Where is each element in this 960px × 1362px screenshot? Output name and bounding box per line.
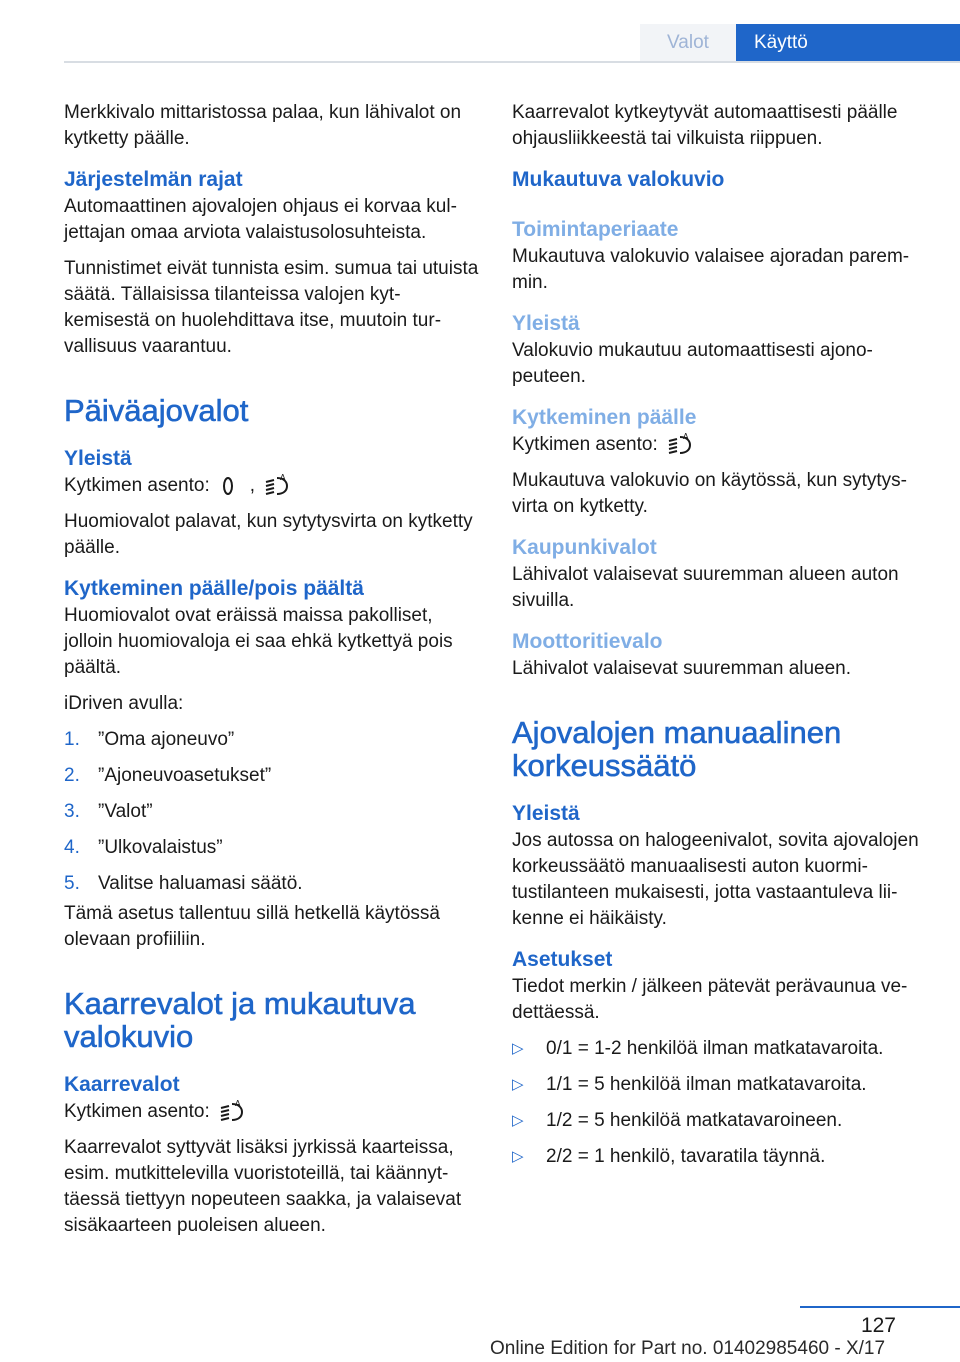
subheading-city-lights: Kaupunkivalot <box>512 536 657 559</box>
subheading-switch-on: Kytkeminen päälle <box>512 406 697 429</box>
list-item <box>64 727 479 753</box>
paragraph: Huomiovalot ovat eräissä maissa pakolliset, jolloin huomiovaloja ei saa ehkä kytkettyä pois päältä. <box>64 605 453 678</box>
heading-settings: Asetukset <box>512 948 613 971</box>
paragraph: Kaarrevalot kytkeytyvät automaattisesti päälle ohjausliikkeestä tai vilkuista riippuen. <box>512 102 898 149</box>
light-off-switch-icon <box>218 473 244 499</box>
switch-position-line <box>64 473 479 499</box>
auto-headlight-switch-icon <box>218 1099 244 1125</box>
step-text: ”Oma ajoneuvo” <box>98 729 235 750</box>
subheading-general: Yleistä <box>512 312 580 335</box>
heading-adaptive-light: Mukautuva valokuvio <box>512 168 725 191</box>
auto-headlight-switch-icon <box>263 473 289 499</box>
step-number: 4. <box>64 837 80 858</box>
list-item <box>64 799 479 825</box>
comma-separator: , <box>249 475 256 496</box>
header-divider <box>64 61 960 63</box>
section-title-curve-lights: Kaarrevalot ja mukautuva valokuvio <box>64 986 416 1054</box>
paragraph: Merkkivalo mittaristossa palaa, kun lähivalot on kytketty päälle. <box>64 102 462 149</box>
step-number: 1. <box>64 729 80 750</box>
tab-kaytto-label: Käyttö <box>754 31 808 53</box>
auto-headlight-switch-icon <box>666 432 692 458</box>
paragraph: Mukautuva valokuvio on käytössä, kun sytytysvirta on kytketty. <box>512 470 907 517</box>
svg-text:A: A <box>234 1099 241 1108</box>
paragraph: Kaarrevalot syttyvät lisäksi jyrkissä kaarteissa, esim. mutkittelevilla vuoristoteillä, tai käännyttäessä tiettyyn nopeuteen saakka, ja valaisevat sisäkaarteen puoleisen alueen. <box>64 1137 462 1236</box>
bullet-text: 1/2 = 5 henkilöä matkatavaroineen. <box>546 1110 843 1131</box>
paragraph: Tiedot merkin / jälkeen pätevät perävaunua vedettäessä. <box>512 976 908 1023</box>
triangle-right-icon: ▷ <box>512 1112 524 1129</box>
paragraph: Mukautuva valokuvio valaisee ajoradan paremmin. <box>512 246 910 293</box>
section-title-manual-leveling: Ajovalojen manuaalinen korkeussäätö <box>512 715 842 783</box>
list-item <box>512 1144 927 1170</box>
list-item <box>512 1108 927 1134</box>
list-item <box>64 871 479 897</box>
edition-text: Online Edition for Part no. 01402985460 - X/17 <box>490 1338 886 1359</box>
paragraph: Tunnistimet eivät tunnista esim. sumua tai utuista säätä. Tällaisissa tilanteissa valojen kytkemisestä on huolehdittava itse, muutoin turvallisuus vaarantuu. <box>64 258 479 357</box>
svg-text:A: A <box>682 432 689 441</box>
heading-curve-lights: Kaarrevalot <box>64 1073 180 1096</box>
heading-switch-on-off: Kytkeminen päälle/pois päältä <box>64 577 364 600</box>
step-number: 3. <box>64 801 80 822</box>
triangle-right-icon: ▷ <box>512 1076 524 1093</box>
switch-position-line <box>512 432 927 458</box>
paragraph: Lähivalot valaisevat suuremman alueen auton sivuilla. <box>512 564 899 611</box>
paragraph: Tämä asetus tallentuu sillä hetkellä käytössä olevaan profiiliin. <box>64 903 440 950</box>
left-column <box>64 100 479 1249</box>
step-text: ”Ajoneuvoasetukset” <box>98 765 272 786</box>
switch-position-label: Kytkimen asento: <box>512 434 658 455</box>
bullet-text: 1/1 = 5 henkilöä ilman matkatavaroita. <box>546 1074 867 1095</box>
svg-text:A: A <box>280 473 286 482</box>
heading-general: Yleistä <box>64 447 132 470</box>
bullet-text: 2/2 = 1 henkilö, tavaratila täynnä. <box>546 1146 826 1167</box>
step-text: ”Valot” <box>98 801 153 822</box>
tab-valot[interactable] <box>640 24 736 61</box>
paragraph: Huomiovalot palavat, kun sytytysvirta on kytketty päälle. <box>64 511 473 558</box>
triangle-right-icon: ▷ <box>512 1148 524 1165</box>
step-text: Valitse haluamasi säätö. <box>98 873 303 894</box>
step-text: ”Ulkovalaistus” <box>98 837 223 858</box>
bullet-text: 0/1 = 1-2 henkilöä ilman matkatavaroita. <box>546 1038 884 1059</box>
list-item <box>512 1072 927 1098</box>
step-number: 5. <box>64 873 80 894</box>
right-column <box>512 100 927 1180</box>
switch-position-line <box>64 1099 479 1125</box>
tab-kaytto[interactable] <box>736 24 960 61</box>
subheading-motorway-light: Moottoritievalo <box>512 630 663 653</box>
section-title-daytime-lights: Päiväajovalot <box>64 393 249 428</box>
paragraph: Lähivalot valaisevat suuremman alueen. <box>512 658 852 679</box>
paragraph: Jos autossa on halogeenivalot, sovita ajovalojen korkeussäätö manuaalisesti auton kuormitustilanteen mukaisesti, jotta vastaantuleva liikenne ei häikäisty. <box>512 830 919 929</box>
footer-divider <box>800 1306 960 1308</box>
paragraph: Automaattinen ajovalojen ohjaus ei korvaa kuljettajan omaa arviota valaistusolosuhteista. <box>64 196 457 243</box>
switch-position-label: Kytkimen asento: <box>64 1101 210 1122</box>
list-item <box>512 1036 927 1062</box>
heading-general: Yleistä <box>512 802 580 825</box>
step-number: 2. <box>64 765 80 786</box>
switch-position-label: Kytkimen asento: <box>64 475 210 496</box>
paragraph: Valokuvio mukautuu automaattisesti ajonopeuteen. <box>512 340 873 387</box>
list-item <box>64 763 479 789</box>
heading-system-limits: Järjestelmän rajat <box>64 168 243 191</box>
idrive-steps-list <box>64 727 479 897</box>
triangle-right-icon: ▷ <box>512 1040 524 1057</box>
load-settings-list <box>512 1036 927 1170</box>
paragraph: iDriven avulla: <box>64 693 184 714</box>
subheading-principle: Toimintaperiaate <box>512 218 679 241</box>
tab-valot-label: Valot <box>667 31 709 53</box>
page-number: 127 <box>860 1314 896 1337</box>
list-item <box>64 835 479 861</box>
